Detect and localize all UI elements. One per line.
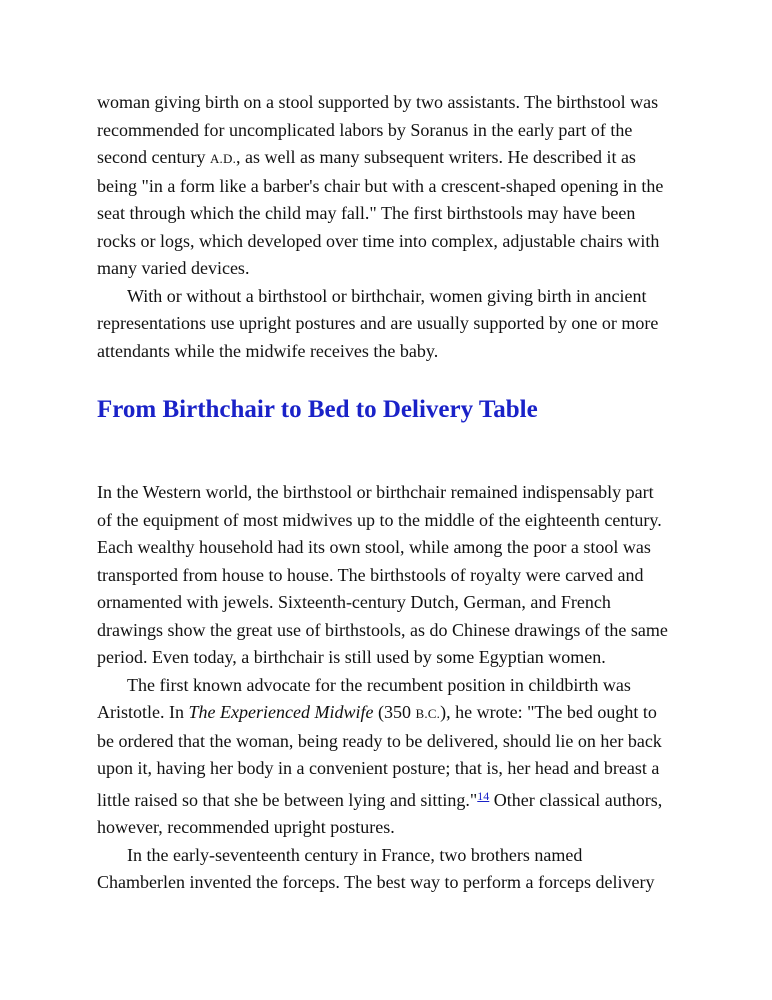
- text-line: woman giving birth on a stool supported by two assistants. The birthstool was: [97, 92, 659, 112]
- text-line: seat through which the child may fall." The first birthstools may have been: [97, 203, 636, 223]
- text-line: however, recommended upright postures.: [97, 817, 395, 837]
- text-line: upon it, having her body in a convenient posture; that is, her head and breast a: [97, 758, 660, 778]
- text-line: In the Western world, the birthstool or birthchair remained indispensably part: [97, 482, 654, 502]
- era-abbreviation: B.C.: [415, 706, 441, 721]
- text-line: being "in a form like a barber's chair but with a crescent-shaped opening in the: [97, 175, 664, 196]
- text-line: [97, 144, 687, 173]
- text-line: transported from house to house. The birthstools of royalty were carved and: [97, 564, 644, 585]
- paragraph-1: [97, 89, 687, 283]
- body-text-section: [97, 479, 687, 897]
- text-line: many varied devices.: [97, 258, 250, 278]
- text-line: [97, 783, 687, 815]
- book-title: The Experienced Midwife: [188, 702, 374, 722]
- text-line: rocks or logs, which developed over time into complex, adjustable chairs with: [97, 230, 660, 251]
- footnote-link[interactable]: 14: [477, 788, 490, 803]
- text-line: [97, 699, 687, 728]
- text-line: drawings show the great use of birthstools, as do Chinese drawings of the same: [97, 619, 668, 640]
- text-line: recommended for uncomplicated labors by Soranus in the early part of the: [97, 119, 633, 140]
- text-line: With or without a birthstool or birthchair, women giving birth in ancient: [127, 285, 647, 306]
- text-run: (350: [373, 702, 416, 722]
- text-run: second century: [97, 147, 210, 167]
- text-line: Each wealthy household had its own stool, while among the poor a stool was: [97, 537, 651, 557]
- body-text-top: [97, 89, 687, 365]
- text-line: In the early-seventeenth century in France, two brothers named: [127, 844, 583, 865]
- text-line: attendants while the midwife receives the baby.: [97, 340, 439, 361]
- text-line: The first known advocate for the recumbent position in childbirth was: [127, 674, 631, 695]
- text-run: , as well as many subsequent writers. He described it as: [236, 147, 636, 167]
- paragraph-5: [97, 842, 687, 897]
- text-line: be ordered that the woman, being ready to be delivered, should lie on her back: [97, 730, 662, 751]
- era-abbreviation: A.D.: [209, 151, 237, 166]
- section-heading: From Birthchair to Bed to Delivery Table: [97, 396, 538, 423]
- text-run: Other classical authors,: [489, 789, 663, 810]
- text-line: representations use upright postures and are usually supported by one or more: [97, 313, 659, 333]
- text-line: period. Even today, a birthchair is still used by some Egyptian women.: [97, 647, 606, 667]
- paragraph-4: [97, 672, 687, 842]
- text-line: Chamberlen invented the forceps. The best way to perform a forceps delivery: [97, 872, 655, 892]
- text-line: of the equipment of most midwives up to the middle of the eighteenth century.: [97, 509, 662, 530]
- text-line: ornamented with jewels. Sixteenth-century Dutch, German, and French: [97, 592, 611, 612]
- text-run: Aristotle. In: [97, 702, 189, 722]
- text-run: ), he wrote: "The bed ought to: [440, 702, 657, 722]
- text-run: little raised so that she be between lying and sitting.": [97, 789, 478, 810]
- paragraph-2: [97, 283, 687, 366]
- paragraph-3: [97, 479, 687, 672]
